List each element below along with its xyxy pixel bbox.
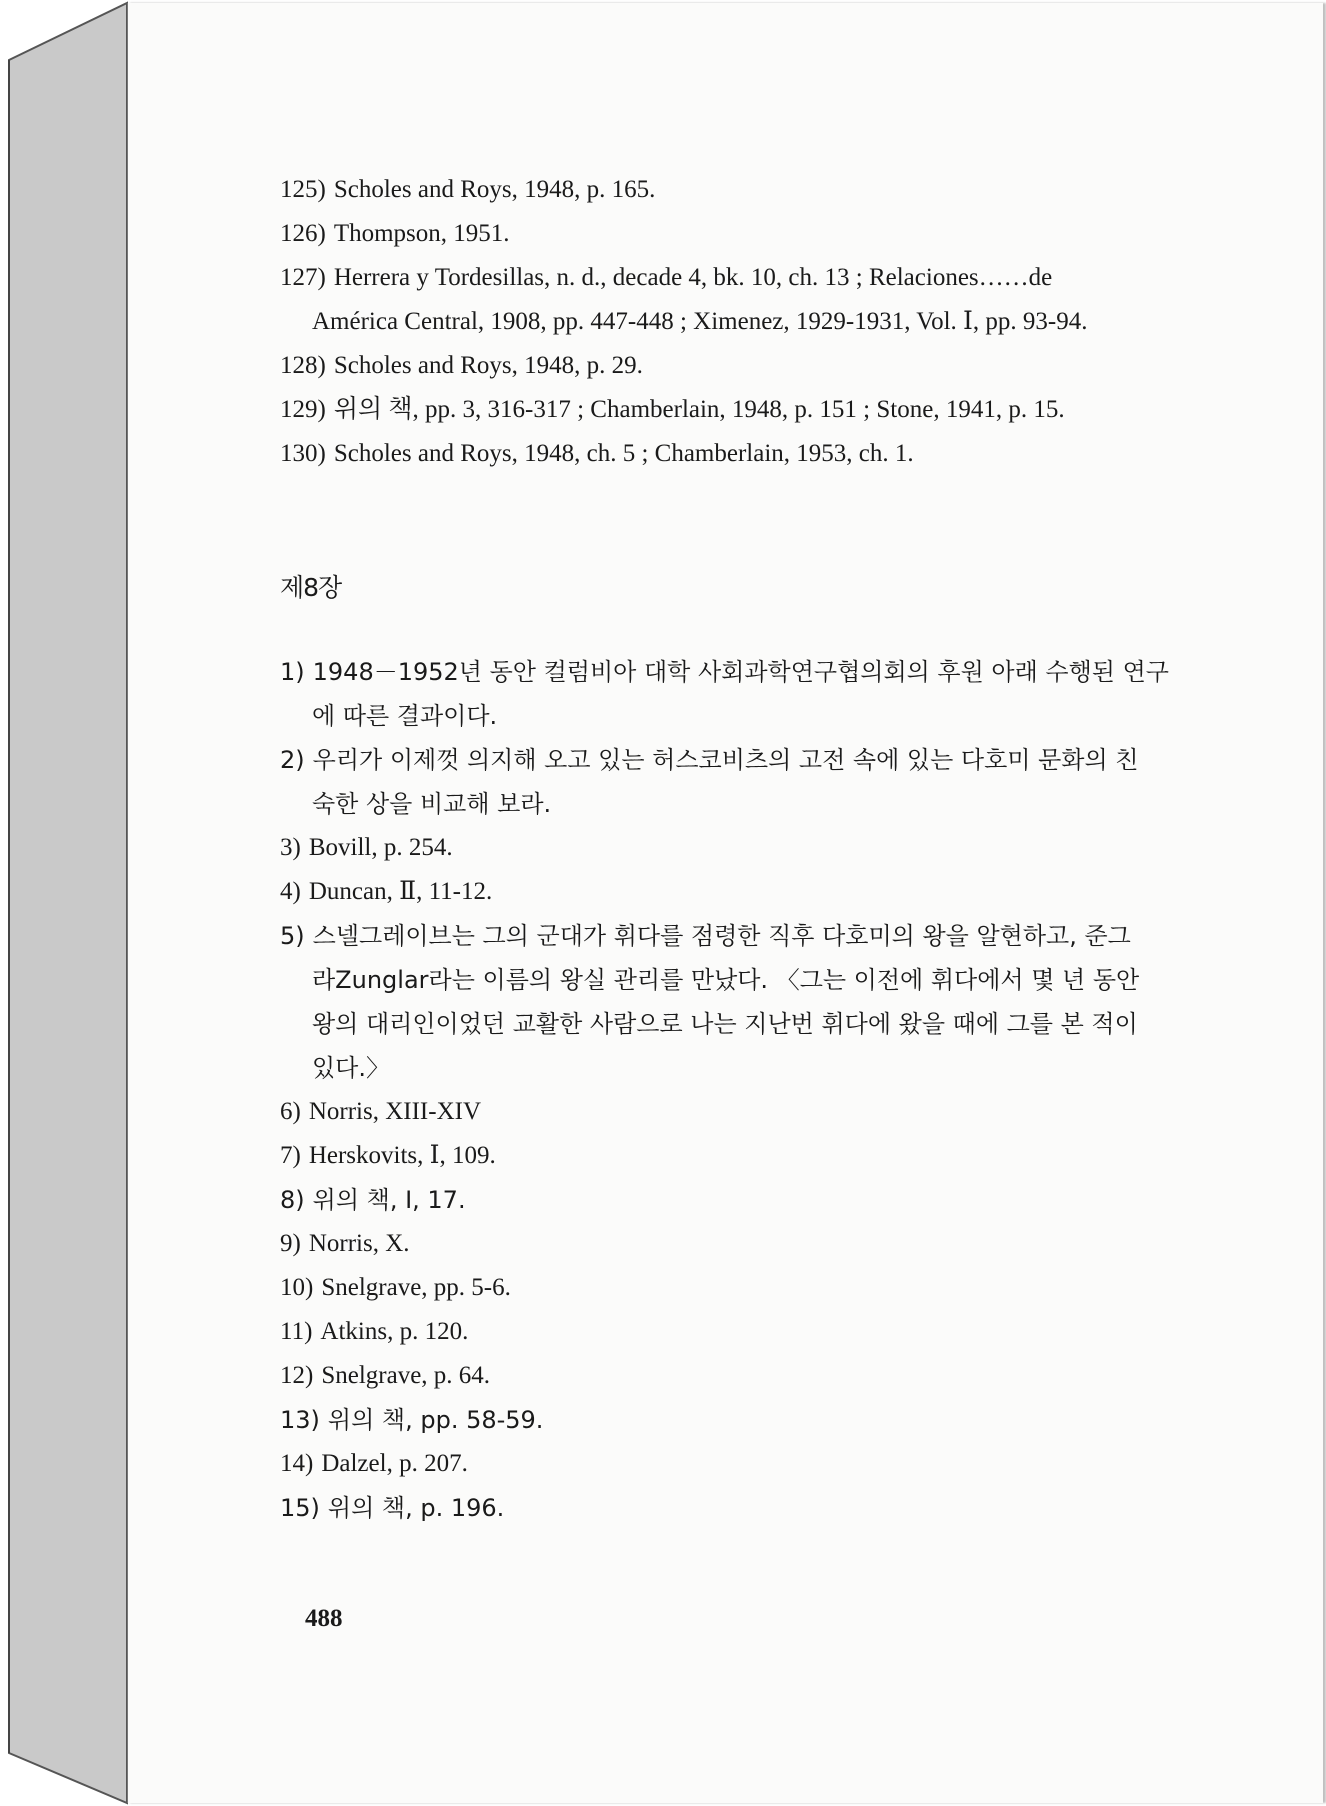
- note-text: 위의 책, pp. 3, 316-317 ; Chamberlain, 1948, p. 151 ; Stone, 1941, p. 15.: [333, 396, 1065, 423]
- note-item: [280, 1486, 1192, 1530]
- note-number: 129): [280, 396, 326, 423]
- note-item: [280, 738, 1192, 782]
- note-number: 14): [280, 1450, 314, 1477]
- note-number: 8): [280, 1186, 305, 1214]
- note-text: Scholes and Roys, 1948, p. 165.: [333, 176, 656, 203]
- note-text: 1948－1952년 동안 컬럼비아 대학 사회과학연구협의회의 후원 아래 수행된 연구: [312, 658, 1169, 686]
- note-item: [280, 168, 1192, 212]
- note-number: 1): [280, 658, 305, 686]
- note-number: 130): [280, 440, 326, 467]
- note-text: Dalzel, p. 207.: [321, 1450, 468, 1477]
- note-item: [280, 1134, 1192, 1178]
- note-continuation: 라Zunglar라는 이름의 왕실 관리를 만났다. 〈그는 이전에 휘다에서 몇 년 동안: [312, 966, 1140, 994]
- note-text: Herrera y Tordesillas, n. d., decade 4, bk. 10, ch. 13 ; Relaciones……de: [333, 264, 1053, 291]
- note-number: 10): [280, 1274, 314, 1301]
- note-number: 15): [280, 1494, 320, 1522]
- note-item: [280, 344, 1192, 388]
- note-number: 9): [280, 1230, 301, 1257]
- note-number: 5): [280, 922, 305, 950]
- note-item: [280, 870, 1192, 914]
- note-text: 위의 책, p. 196.: [327, 1494, 505, 1522]
- note-number: 126): [280, 220, 326, 247]
- note-item: [280, 1090, 1192, 1134]
- note-continuation: 있다.〉: [312, 1054, 390, 1082]
- note-item: [280, 212, 1192, 256]
- note-item: [280, 1398, 1192, 1442]
- note-number: 7): [280, 1142, 301, 1169]
- note-text: Norris, XIII-XIV: [308, 1098, 481, 1125]
- note-text: Snelgrave, p. 64.: [321, 1362, 491, 1389]
- note-text: 스넬그레이브는 그의 군대가 휘다를 점령한 직후 다호미의 왕을 알현하고, 준그: [312, 922, 1131, 950]
- note-number: 3): [280, 834, 301, 861]
- note-continuation: 왕의 대리인이었던 교활한 사람으로 나는 지난번 휘다에 왔을 때에 그를 본 적이: [312, 1010, 1138, 1038]
- note-text: Norris, X.: [308, 1230, 410, 1257]
- note-item: [280, 1442, 1192, 1486]
- note-item: [280, 826, 1192, 870]
- note-number: 11): [280, 1318, 313, 1345]
- note-item: [280, 256, 1192, 300]
- page-number: 488: [305, 1605, 343, 1632]
- note-continuation: 숙한 상을 비교해 보라.: [312, 790, 552, 818]
- note-text: Scholes and Roys, 1948, p. 29.: [333, 352, 643, 379]
- note-number: 128): [280, 352, 326, 379]
- note-number: 2): [280, 746, 305, 774]
- note-text: Snelgrave, pp. 5-6.: [321, 1274, 511, 1301]
- note-text: Bovill, p. 254.: [308, 834, 453, 861]
- note-item: [280, 388, 1192, 432]
- note-text: Thompson, 1951.: [333, 220, 510, 247]
- note-number: 125): [280, 176, 326, 203]
- page-content: [280, 168, 1192, 1530]
- note-item: [280, 650, 1192, 694]
- note-continuation: América Central, 1908, pp. 447-448 ; Ximenez, 1929-1931, Vol. Ⅰ, pp. 93-94.: [312, 308, 1088, 335]
- section-title: 제8장: [280, 573, 342, 602]
- notes-top: [280, 168, 1192, 476]
- note-text: Duncan, Ⅱ, 11-12.: [308, 878, 493, 905]
- note-text: 위의 책, pp. 58-59.: [327, 1406, 544, 1434]
- note-text: Scholes and Roys, 1948, ch. 5 ; Chamberlain, 1953, ch. 1.: [333, 440, 914, 467]
- note-item: [280, 1178, 1192, 1222]
- note-text: Atkins, p. 120.: [320, 1318, 469, 1345]
- note-number: 12): [280, 1362, 314, 1389]
- note-item: [280, 914, 1192, 958]
- note-text: Herskovits, Ⅰ, 109.: [308, 1142, 496, 1169]
- note-item: [280, 1222, 1192, 1266]
- note-item: [280, 1266, 1192, 1310]
- note-number: 127): [280, 264, 326, 291]
- note-item: [280, 1354, 1192, 1398]
- note-continuation: 에 따른 결과이다.: [312, 702, 498, 730]
- note-text: 위의 책, Ⅰ, 17.: [312, 1186, 466, 1214]
- note-number: 6): [280, 1098, 301, 1125]
- note-text: 우리가 이제껏 의지해 오고 있는 허스코비츠의 고전 속에 있는 다호미 문화의 친: [312, 746, 1139, 774]
- note-number: 4): [280, 878, 301, 905]
- note-number: 13): [280, 1406, 320, 1434]
- note-item: [280, 1310, 1192, 1354]
- notes-chapter-8: [280, 650, 1192, 1530]
- note-item: [280, 432, 1192, 476]
